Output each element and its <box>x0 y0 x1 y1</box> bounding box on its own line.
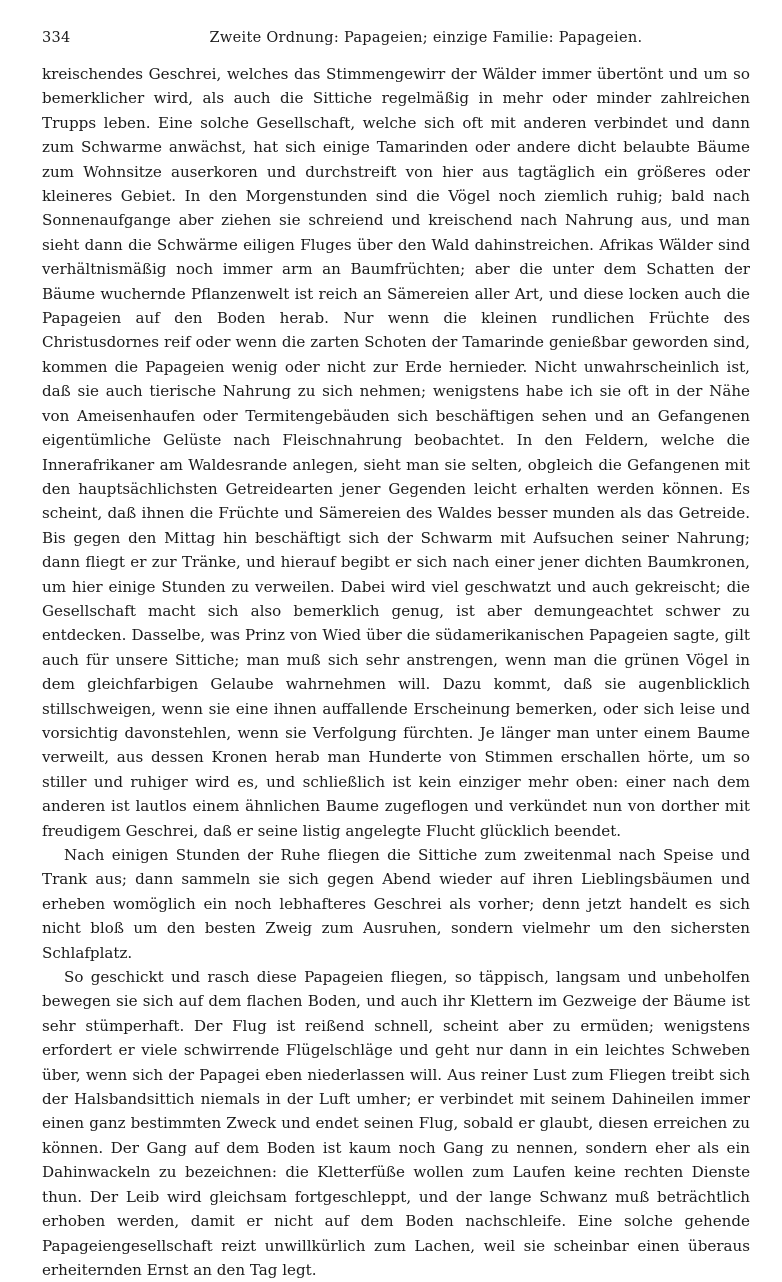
body-text <box>42 62 750 1282</box>
paragraph: So geschickt und rasch diese Papageien fliegen, so täppisch, langsam und unbeholfen bewegen sie sich auf dem flachen Boden, und auch ihr Klettern im Gezweige der Bäume ist sehr stümperhaft. Der Flug ist reißend schnell, scheint aber zu ermüden; wenigstens erfordert er viele schwirrende Flügelschläge und geht nur dann in ein leichtes Schweben über, wenn sich der Papagei eben niederlassen will. Aus reiner Lust zum Fliegen treibt sich der Halsbandsittich niemals in der Luft umher; er verbindet mit seinem Dahineilen immer einen ganz bestimmten Zweck und endet seinen Flug, sobald er glaubt, diesen erreichen zu können. Der Gang auf dem Boden ist kaum noch Gang zu nennen, sondern eher als ein Dahinwackeln zu bezeichnen: die Kletterfüße wollen zum Laufen keine rechten Dienste thun. Der Leib wird gleichsam fortgeschleppt, und der lange Schwanz muß beträchtlich erhoben werden, damit er nicht auf dem Boden nachschleife. Eine solche gehende Papageiengesellschaft reizt unwillkürlich zum Lachen, weil sie scheinbar einen überaus erheiternden Ernst an den Tag legt. <box>42 968 750 1279</box>
paragraph: Nach einigen Stunden der Ruhe fliegen die Sittiche zum zweitenmal nach Speise und Trank aus; dann sammeln sie sich gegen Abend wieder auf ihren Lieblingsbäumen und erheben womöglich ein noch lebhafteres Geschrei als vorher; denn jetzt handelt es sich nicht bloß um den besten Zweig zum Ausruhen, sondern vielmehr um den sichersten Schlafplatz. <box>42 846 750 962</box>
book-page <box>42 30 750 1282</box>
paragraph: kreischendes Geschrei, welches das Stimmengewirr der Wälder immer übertönt und um so bemerklicher wird, als auch die Sittiche regelmäßig in mehr oder minder zahlreichen Trupps leben. Eine solche Gesellschaft, welche sich oft mit anderen verbindet und dann zum Schwarme anwächst, hat sich einige Tamarinden oder andere dicht belaubte Bäume zum Wohnsitze auserkoren und durchstreift von hier aus tagtäglich ein größeres oder kleineres Gebiet. In den Morgenstunden sind die Vögel noch ziemlich ruhig; bald nach Sonnenaufgange aber ziehen sie schreiend und kreischend nach Nahrung aus, und man sieht dann die Schwärme eiligen Fluges über den Wald dahinstreichen. Afrikas Wälder sind verhältnismäßig noch immer arm an Baumfrüchten; aber die unter dem Schatten der Bäume wuchernde Pflanzenwelt ist reich an Sämereien aller Art, und diese locken auch die Papageien auf den Boden herab. Nur wenn die kleinen rundlichen Früchte des Christusdornes reif oder wenn die zarten Schoten der Tamarinde genießbar geworden sind, kommen die Papageien wenig oder nicht zur Erde hernieder. Nicht unwahrscheinlich ist, daß sie auch tierische Nahrung zu sich nehmen; wenigstens habe ich sie oft in der Nähe von Ameisenhaufen oder Termitengebäuden sich beschäftigen sehen und an Gefangenen eigentümliche Gelüste nach Fleischnahrung beobachtet. In den Feldern, welche die Innerafrikaner am Waldesrande anlegen, sieht man sie selten, obgleich die Gefangenen mit den hauptsächlichsten Getreidearten jener Gegenden leicht erhalten werden können. Es scheint, daß ihnen die Früchte und Sämereien des Waldes besser munden als das Getreide. Bis gegen den Mittag hin beschäftigt sich der Schwarm mit Aufsuchen seiner Nahrung; dann fliegt er zur Tränke, und hierauf begibt er sich nach einer jener dichten Baumkronen, um hier einige Stunden zu verweilen. Dabei wird viel geschwatzt und auch gekreischt; die Gesellschaft macht sich also bemerklich genug, ist aber demungeachtet schwer zu entdecken. Dasselbe, was Prinz von Wied über die südamerikanischen Papageien sagte, gilt auch für unsere Sittiche; man muß sich sehr anstrengen, wenn man die grünen Vögel in dem gleichfarbigen Gelaube wahrnehmen will. Dazu kommt, daß sie augenblicklich stillschweigen, wenn sie eine ihnen auffallende Erscheinung bemerken, oder sich leise und vorsichtig davonstehlen, wenn sie Verfolgung fürchten. Je länger man unter einem Baume verweilt, aus dessen Kronen herab man Hunderte von Stimmen erschallen hörte, um so stiller und ruhiger wird es, und schließlich ist kein einziger mehr oben: einer nach dem anderen ist lautlos einem ähnlichen Baume zugeflogen und verkündet nun von dorther mit freudigem Geschrei, daß er seine listig angelegte Flucht glücklich beendet. <box>42 65 750 840</box>
page-header <box>42 30 750 54</box>
page-number: 334 <box>42 30 71 46</box>
running-head: Zweite Ordnung: Papageien; einzige Familie: Papageien. <box>209 30 643 46</box>
